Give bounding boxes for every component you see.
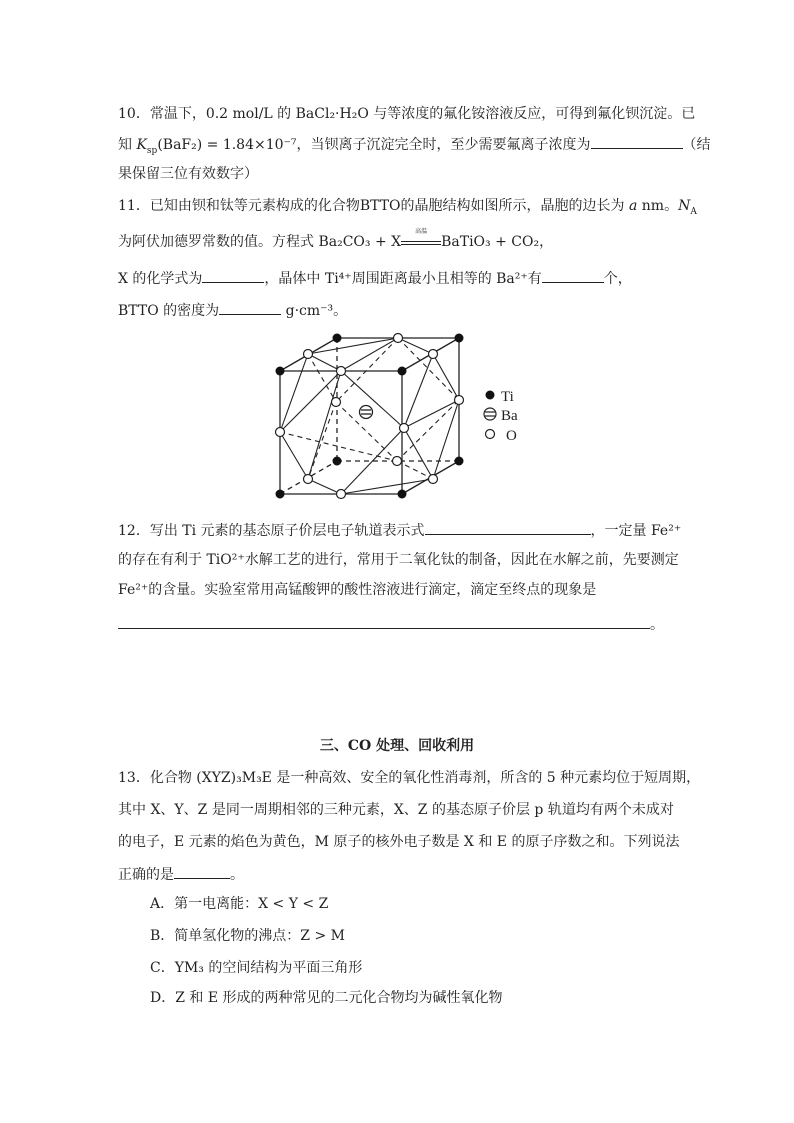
q12-line-2: 的存在有利于 TiO²⁺水解工艺的进行，常用于二氧化钛的制备，因此在水解之前，先要测定	[118, 552, 679, 568]
legend-ti-marker	[486, 391, 495, 400]
q13-option-d[interactable]: D．Z 和 E 形成的两种常见的二元化合物均为碱性氧化物	[150, 990, 503, 1006]
q11-text-a: 11．已知由钡和钛等元素构成的化合物BTTO的晶胞结构如图所示，晶胞的边长为	[118, 198, 629, 214]
q11-density-blank[interactable]	[219, 300, 281, 315]
q11-ba-count-blank[interactable]	[542, 268, 604, 283]
q13-option-c[interactable]: C．YM₃ 的空间结构为平面三角形	[150, 960, 363, 976]
q11-line-4	[118, 300, 347, 321]
q11-text-b: nm。	[637, 198, 679, 214]
q13-line-2: 其中 X、Y、Z 是同一周期相邻的三种元素，X、Z 的基态原子价层 p 轨道均有两个未成对	[118, 802, 674, 818]
q10-line-3: 果保留三位有效数字）	[118, 166, 258, 182]
reaction-condition: 高温	[415, 228, 428, 235]
q12-line-1	[118, 520, 681, 541]
q10-line-1: 10．常温下，0.2 mol/L 的 BaCl₂·H₂O 与等浓度的氟化铵溶液反应，可得到氟化钡沉淀。已	[118, 106, 696, 122]
q11-density-unit: g·cm⁻³。	[281, 303, 348, 319]
legend-ba-marker	[484, 408, 496, 420]
q11-x-label: X 的化学式为	[118, 271, 203, 287]
q13-line-4	[118, 864, 244, 885]
ksp-symbol: K	[136, 137, 147, 153]
legend-ba-label: Ba	[501, 408, 518, 424]
q11-ba-text: ，晶体中 Ti⁴⁺周围距离最小且相等的 Ba²⁺有	[264, 271, 542, 287]
q10-text-b: (BaF₂) = 1.84×10⁻⁷，当钡离子沉淀完全时，至少需要氟离子浓度为	[157, 137, 591, 153]
q13-option-b[interactable]: B．简单氢化物的沸点：Z > M	[150, 928, 345, 944]
q12-text-a: 12．写出 Ti 元素的基态原子价层电子轨道表示式	[118, 523, 425, 539]
q11-line-3	[118, 268, 632, 289]
section-heading: 三、CO 处理、回收利用	[319, 738, 475, 754]
q10-line-2	[118, 134, 711, 155]
q11-line-1	[118, 196, 697, 216]
q11-x-blank[interactable]	[202, 268, 264, 283]
equation-left: 为阿伏加德罗常数的值。方程式 Ba₂CO₃ + X	[118, 234, 402, 250]
q13-option-a[interactable]: A．第一电离能：X < Y < Z	[150, 896, 329, 912]
ksp-sub: sp	[146, 145, 158, 156]
q13-line-3: 的电子，E 元素的焰色为黄色，M 原子的核外电子数是 X 和 E 的原子序数之和。下列说法	[118, 834, 680, 850]
legend-o-marker	[486, 430, 495, 439]
q12-phenomenon-blank[interactable]	[118, 614, 650, 629]
q13-text-a: 正确的是	[118, 867, 174, 883]
q11-density-label: BTTO 的密度为	[118, 303, 220, 319]
legend	[484, 389, 518, 444]
q12-line-4	[118, 614, 664, 635]
edge-var-a: a	[628, 198, 638, 214]
q10-text-c: （结	[682, 137, 711, 153]
avogadro-symbol: N	[678, 198, 691, 214]
q11-line-2	[118, 228, 554, 252]
crystal-structure-figure	[270, 332, 540, 502]
q10-text-a: 知	[118, 137, 137, 153]
q13-text-b: 。	[230, 867, 244, 883]
q13-line-1: 13．化合物 (XYZ)₃M₃E 是一种高效、安全的氧化性消毒剂，所含的 5 种元素均位于短周期，	[118, 770, 701, 786]
q11-ge: 个，	[603, 271, 632, 287]
q13-answer-blank[interactable]	[174, 864, 230, 879]
q10-answer-blank[interactable]	[591, 134, 683, 149]
legend-ti-label: Ti	[501, 389, 514, 405]
legend-o-label: O	[506, 428, 517, 444]
q12-end: 。	[650, 617, 664, 633]
q12-orbital-blank[interactable]	[425, 520, 591, 535]
q12-text-b: ，一定量 Fe²⁺	[590, 523, 682, 539]
reaction-arrow	[401, 228, 441, 249]
q12-line-3: Fe²⁺的含量。实验室常用高锰酸钾的酸性溶液进行滴定，滴定至终点的现象是	[118, 582, 597, 598]
equation-right: BaTiO₃ + CO₂，	[441, 234, 554, 250]
avogadro-sub: A	[690, 206, 697, 217]
ba-atom	[360, 406, 373, 419]
